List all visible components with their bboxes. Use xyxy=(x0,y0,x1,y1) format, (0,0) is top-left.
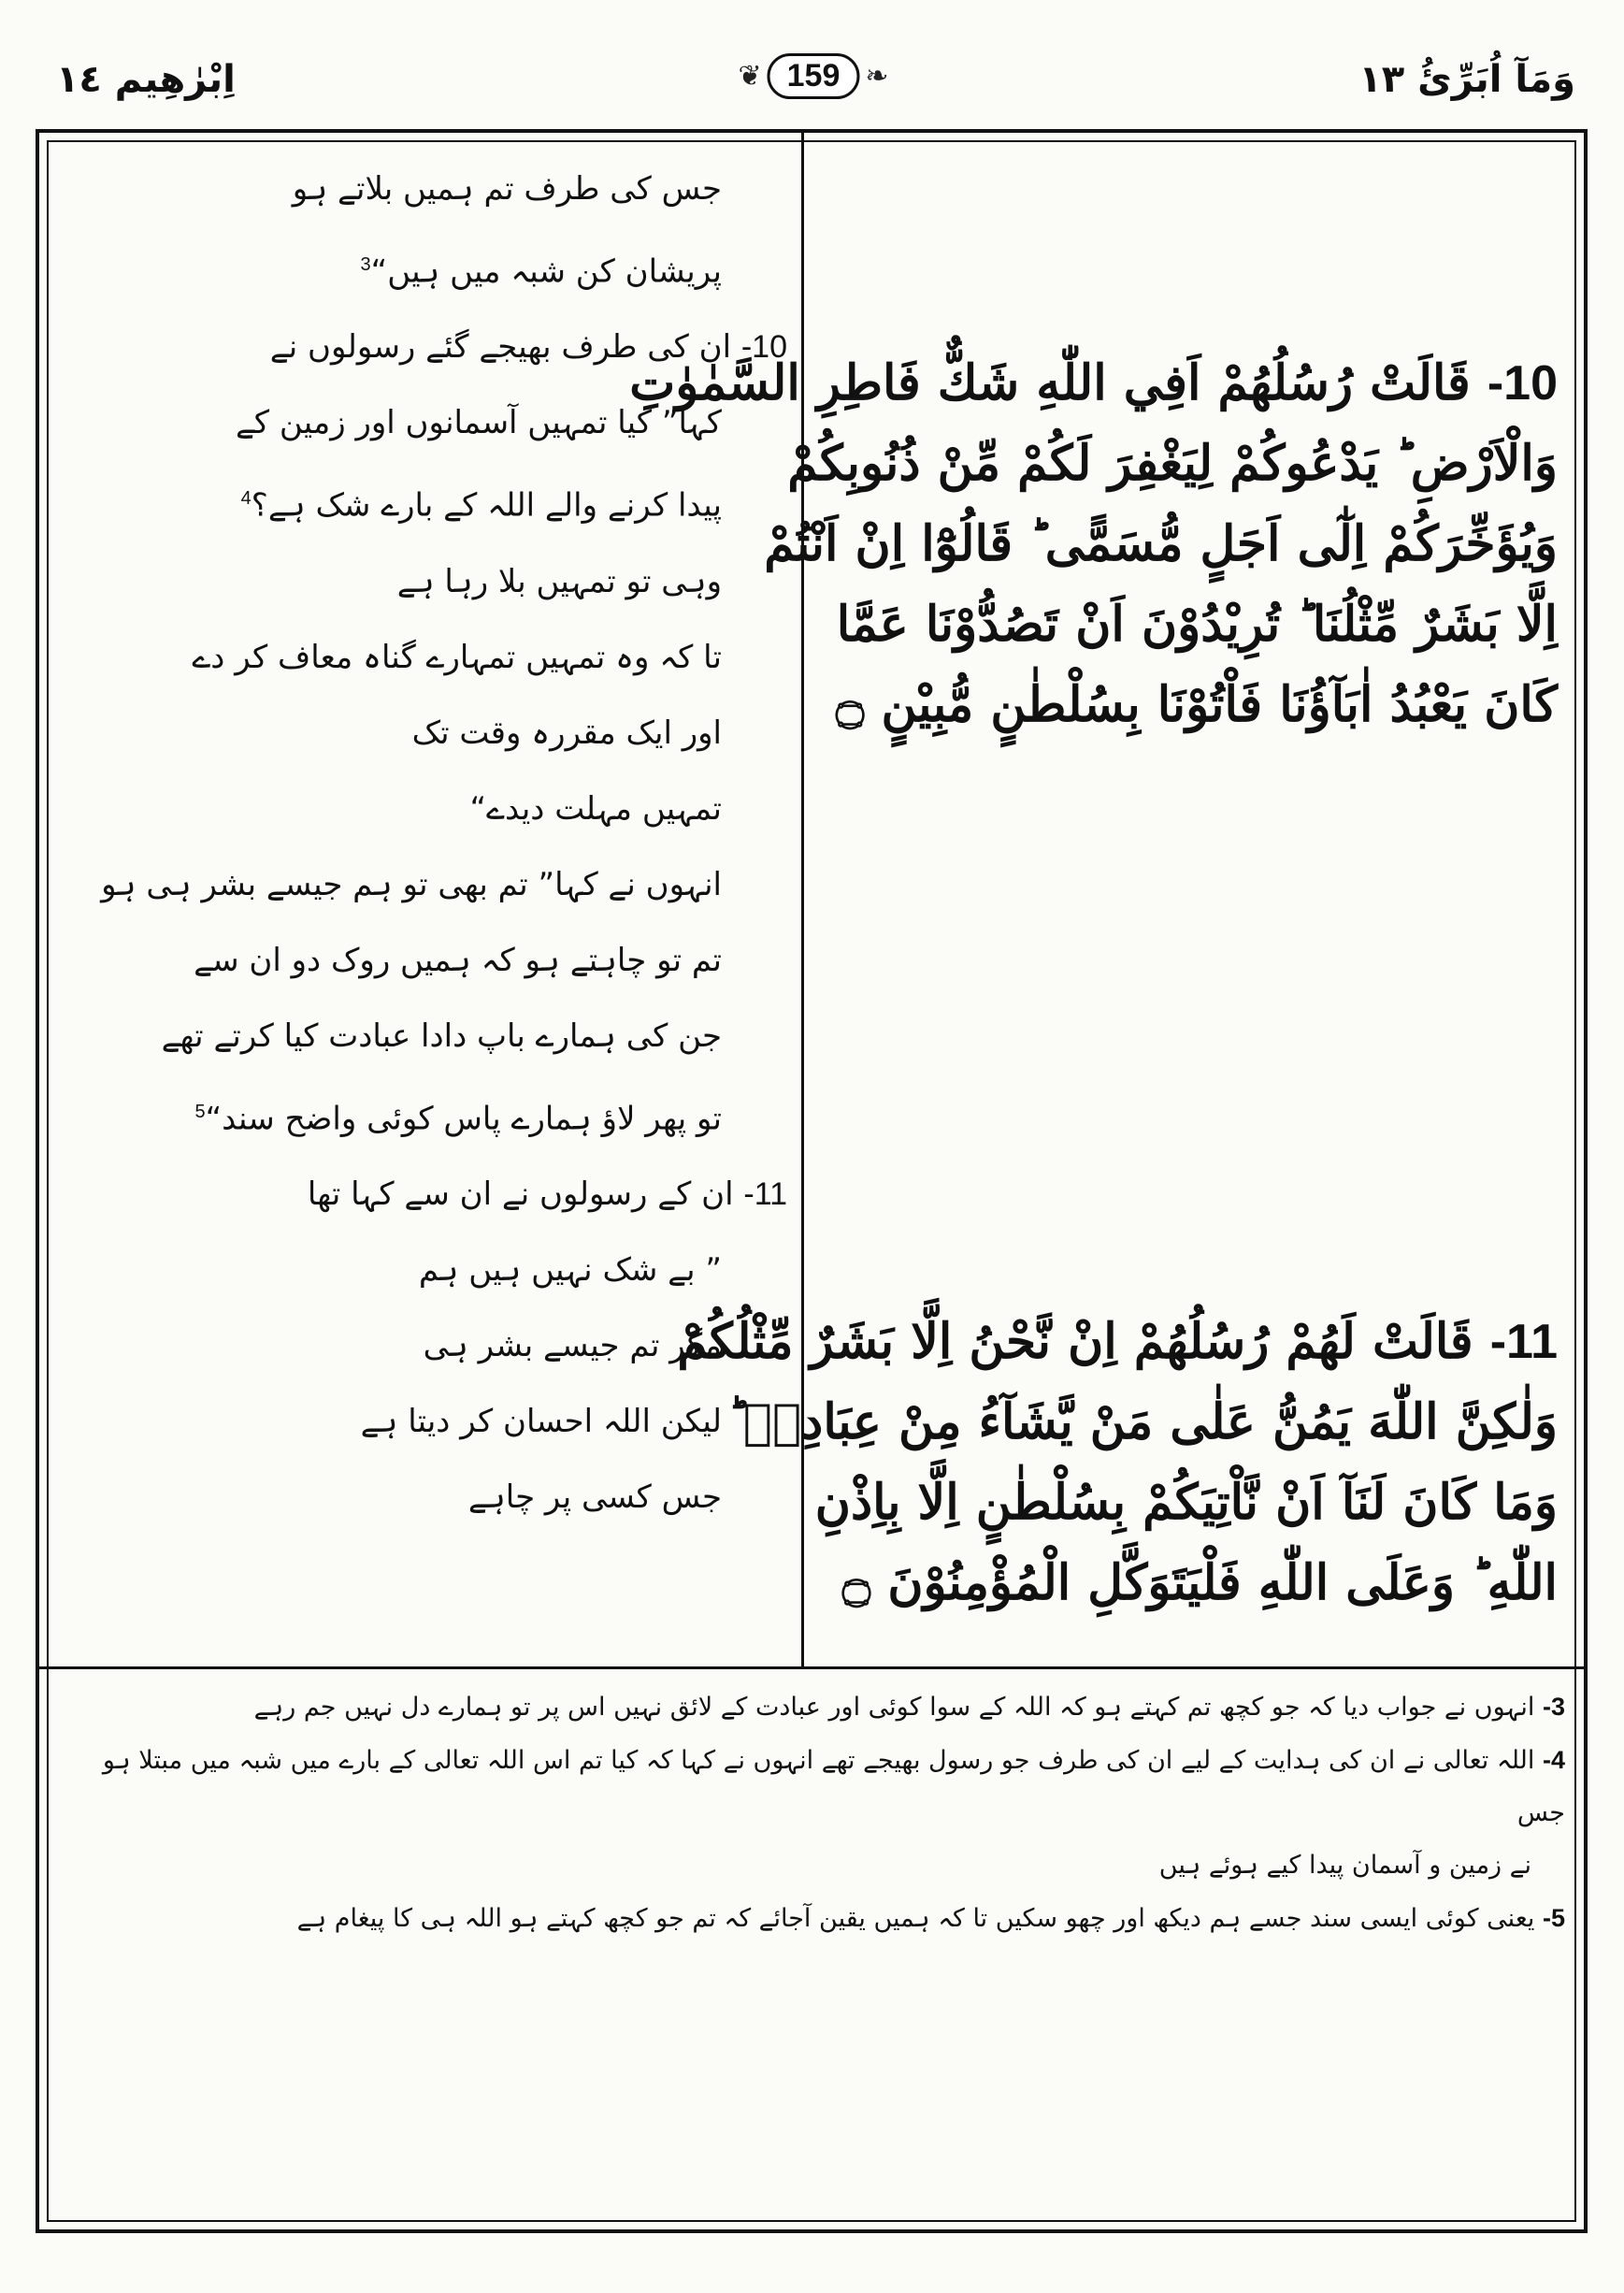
urdu-line: 10- ان کی طرف بھیجے گئے رسولوں نے xyxy=(269,328,787,367)
urdu-line: جس کسی پر چاہے xyxy=(467,1478,722,1516)
urdu-line: اور ایک مقررہ وقت تک xyxy=(411,714,722,752)
ornament-right-icon: ❧ xyxy=(865,60,889,93)
footnote-ref[interactable]: 4 xyxy=(240,488,252,510)
footnotes-divider xyxy=(39,1666,1584,1669)
verse-number: 10- xyxy=(1487,356,1558,411)
urdu-line: پیدا کرنے والے اللہ کے بارے شک ہے؟$^4$ xyxy=(240,486,722,525)
arabic-line: اِلَّا بَشَرٌ مِّثْلُنَا ؕ تُرِيْدُوْنَ اَنْ تَصُدُّوْنَا عَمَّا xyxy=(836,596,1558,653)
arabic-verse-11 xyxy=(677,1302,1558,1623)
urdu-line: تا کہ وہ تمہیں تمہارے گناہ معاف کر دے xyxy=(192,638,722,676)
urdu-line: 11- ان کے رسولوں نے ان سے کہا تھا xyxy=(307,1175,787,1213)
page-header xyxy=(37,58,1589,114)
verse-number: 11- xyxy=(1489,1315,1558,1369)
urdu-line: تمہیں مہلت دیدے“ xyxy=(469,789,722,828)
arabic-verse-10 xyxy=(629,343,1558,745)
footnote: 3- انہوں نے جواب دیا کہ جو کچھ تم کہتے ہو کہ اللہ کے سوا کوئی اور عبادت کے لائق نہیں اس پر تو ہمارے دل نہیں جم رہے xyxy=(253,1693,1565,1722)
footnote: 4- اللہ تعالی نے ان کی ہدایت کے لیے ان کی طرف جو رسول بھیجے تھے انہوں نے کہا کہ کیا تم اس اللہ تعالی کے بارے میں شبہ میں مبتلا ہو جس xyxy=(102,1746,1565,1827)
urdu-line: جس کی طرف تم ہمیں بلاتے ہو xyxy=(292,170,722,208)
footnote: 5- یعنی کوئی ایسی سند جسے ہم دیکھ اور چھو سکیں تا کہ ہمیں یقین آجائے کہ تم جو کچھ کہتے ہو اللہ ہی کا پیغام ہے xyxy=(296,1904,1565,1933)
arabic-line: اللّٰهِ ؕ وَعَلَى اللّٰهِ فَلْيَتَوَكَّلِ الْمُؤْمِنُوْنَ ۝ xyxy=(841,1554,1558,1611)
urdu-line: پریشان کن شبہ میں ہیں“$^3$ xyxy=(360,252,722,291)
urdu-line: انہوں نے کہا” تم بھی تو ہم جیسے بشر ہی ہو xyxy=(101,865,722,903)
arabic-line: وَيُؤَخِّرَكُمْ اِلٰٓى اَجَلٍ مُّسَمًّى ؕ قَالُوْٓا اِنْ اَنْتُمْ xyxy=(764,515,1558,572)
arabic-line: 11- قَالَتْ لَهُمْ رُسُلُهُمْ اِنْ نَّحْنُ اِلَّا بَشَرٌ مِّثْلُكُمْ xyxy=(677,1313,1558,1370)
arabic-line: وَمَا كَانَ لَنَآ اَنْ نَّاْتِيَكُمْ بِسُلْطٰنٍ اِلَّا بِاِذْنِ xyxy=(814,1474,1558,1531)
footnote-continuation: نے زمین و آسمان پیدا کیے ہوئے ہیں xyxy=(1158,1851,1531,1880)
urdu-line: مگر تم جیسے بشر ہی xyxy=(423,1326,722,1364)
page-frame xyxy=(36,129,1588,2233)
surah-name: اِبْرٰهِيم ١٤ xyxy=(56,58,236,101)
page-number-ornament xyxy=(738,53,888,99)
ornament-left-icon: ❦ xyxy=(738,60,762,93)
footnotes xyxy=(58,1680,1565,1945)
verse-number: 10- xyxy=(740,329,787,366)
urdu-line: جن کی ہمارے باپ دادا عبادت کیا کرتے تھے xyxy=(161,1017,722,1055)
arabic-line: كَانَ يَعْبُدُ اٰبَآؤُنَا فَاْتُوْنَا بِسُلْطٰنٍ مُّبِيْنٍ ۝ xyxy=(835,676,1558,733)
footnote-ref[interactable]: 3 xyxy=(360,254,371,275)
verse-number: 11- xyxy=(743,1175,787,1212)
arabic-line: 10- قَالَتْ رُسُلُهُمْ اَفِي اللّٰهِ شَكٌّ فَاطِرِ السَّمٰوٰتِ xyxy=(629,354,1558,411)
urdu-line: ” بے شک نہیں ہیں ہم xyxy=(418,1250,722,1289)
urdu-line: وہی تو تمہیں بلا رہا ہے xyxy=(396,562,722,600)
urdu-line: لیکن اللہ احسان کر دیتا ہے xyxy=(360,1402,722,1440)
urdu-line: تم تو چاہتے ہو کہ ہمیں روک دو ان سے xyxy=(194,941,722,979)
footnote-ref[interactable]: 5 xyxy=(194,1101,206,1122)
urdu-line: تو پھر لاؤ ہمارے پاس کوئی واضح سند“$^5$ xyxy=(194,1099,722,1137)
urdu-line: کہا” کیا تمہیں آسمانوں اور زمین کے xyxy=(235,404,722,442)
arabic-line: وَالْاَرْضِ ؕ يَدْعُوكُمْ لِيَغْفِرَ لَكُمْ مِّنْ ذُنُوبِكُمْ xyxy=(787,435,1558,492)
arabic-line: وَلٰكِنَّ اللّٰهَ يَمُنُّ عَلٰى مَنْ يَّشَآءُ مِنْ عِبَادِهٖ ؕ xyxy=(727,1393,1558,1450)
urdu-translation xyxy=(77,151,787,1536)
juz-name: وَمَآ اُبَرِّئُ ١٣ xyxy=(1358,58,1575,101)
page-number: 159 xyxy=(768,53,860,99)
